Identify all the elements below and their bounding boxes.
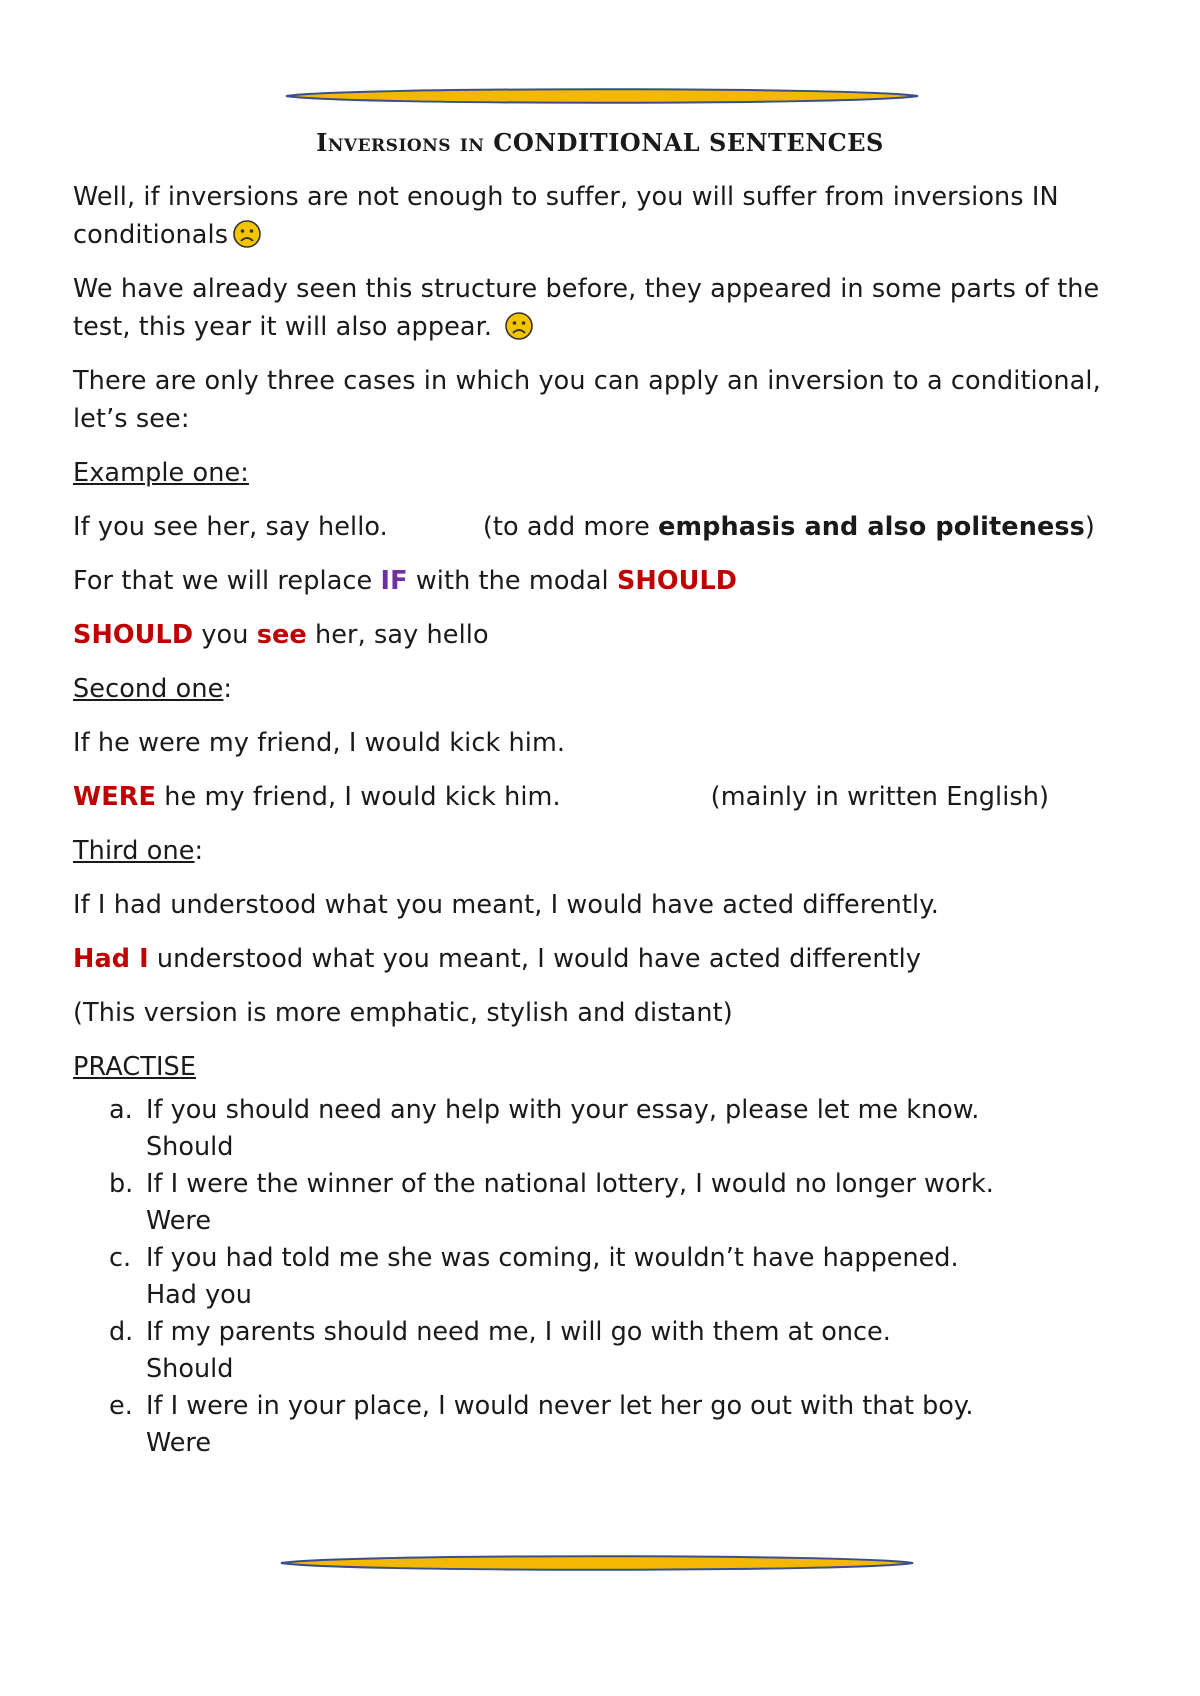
practise-question: If my parents should need me, I will go with them at once.: [146, 1317, 891, 1347]
practise-marker: b.: [109, 1169, 134, 1199]
inversion-were: WERE: [73, 782, 157, 812]
practise-question: If you had told me she was coming, it wouldn’t have happened.: [146, 1243, 959, 1273]
practise-heading: [73, 1048, 1133, 1086]
practise-item-a: [73, 1092, 1133, 1166]
inversion-had-i: Had I: [73, 944, 149, 974]
example-one-sentence: If you see her, say hello.: [73, 512, 388, 542]
example-one-note-open: (to add more: [482, 512, 659, 542]
practise-item-b: [73, 1166, 1133, 1240]
bottom-decorative-divider: [277, 1553, 917, 1573]
third-one-sentence: If I had understood what you meant, I would have acted differently.: [73, 890, 939, 920]
third-one-colon: :: [194, 836, 204, 866]
document-body: [73, 178, 1133, 1462]
practise-item-d: [73, 1314, 1133, 1388]
second-one-heading-text: Second one: [73, 674, 224, 704]
inversion-had-rest: understood what you meant, I would have acted differently: [148, 944, 922, 974]
second-one-heading: [73, 670, 1133, 708]
example-one-note-bold: emphasis and also politeness: [658, 512, 1085, 542]
third-one-heading-text: Third one: [73, 836, 195, 866]
second-one-colon: :: [223, 674, 233, 704]
frowning-face-icon: [232, 219, 262, 249]
practise-answer: Had you: [146, 1280, 252, 1310]
practise-answer: Were: [146, 1428, 212, 1458]
inversion-were-rest: he my friend, I would kick him.: [156, 782, 561, 812]
third-one-heading: [73, 832, 1133, 870]
second-one-note: (mainly in written English): [710, 782, 1050, 812]
practise-answer: Should: [146, 1354, 234, 1384]
inversion-see: see: [256, 620, 307, 650]
practise-question: If you should need any help with your essay, please let me know.: [146, 1095, 980, 1125]
intro-paragraph-3: There are only three cases in which you can apply an inversion to a conditional, let’s see:: [73, 366, 1101, 434]
example-one-heading: [73, 454, 1133, 492]
second-one-inversion-line: [73, 778, 1133, 816]
page-title: Inversions in CONDITIONAL SENTENCES: [316, 128, 884, 157]
third-one-inversion-line: [73, 940, 1133, 978]
practise-question: If I were the winner of the national lottery, I would no longer work.: [146, 1169, 994, 1199]
practise-heading-text: PRACTISE: [73, 1052, 197, 1082]
keyword-if: IF: [380, 566, 408, 596]
replace-text-mid: with the modal: [407, 566, 617, 596]
inversion-you: you: [193, 620, 257, 650]
top-decorative-divider: [282, 86, 922, 106]
practise-item-c: [73, 1240, 1133, 1314]
example-one-note-close: ): [1084, 512, 1095, 542]
third-one-note: (This version is more emphatic, stylish and distant): [73, 998, 733, 1028]
keyword-should: SHOULD: [616, 566, 738, 596]
practise-marker: a.: [109, 1095, 133, 1125]
intro-paragraph-2: [73, 270, 1133, 346]
practise-list: [73, 1092, 1133, 1462]
inversion-should: SHOULD: [73, 620, 194, 650]
practise-item-e: [73, 1388, 1133, 1462]
intro-paragraph-1: [73, 178, 1133, 254]
example-one-replace-line: [73, 562, 1133, 600]
practise-question: If I were in your place, I would never let her go out with that boy.: [146, 1391, 974, 1421]
inversion-rest: her, say hello: [306, 620, 489, 650]
intro-text-2: We have already seen this structure before, they appeared in some parts of the test, this year it will also appear.: [73, 274, 1100, 342]
practise-answer: Should: [146, 1132, 234, 1162]
example-one-inversion-line: [73, 616, 1133, 654]
intro-text-1: Well, if inversions are not enough to suffer, you will suffer from inversions IN conditionals: [73, 182, 1059, 250]
example-one-heading-text: Example one:: [73, 458, 249, 488]
practise-marker: d.: [109, 1317, 134, 1347]
practise-marker: c.: [109, 1243, 132, 1273]
replace-text-pre: For that we will replace: [73, 566, 381, 596]
practise-marker: e.: [109, 1391, 133, 1421]
second-one-sentence: If he were my friend, I would kick him.: [73, 728, 566, 758]
frowning-face-icon: [504, 311, 534, 341]
example-one-sentence-line: [73, 508, 1133, 546]
practise-answer: Were: [146, 1206, 212, 1236]
